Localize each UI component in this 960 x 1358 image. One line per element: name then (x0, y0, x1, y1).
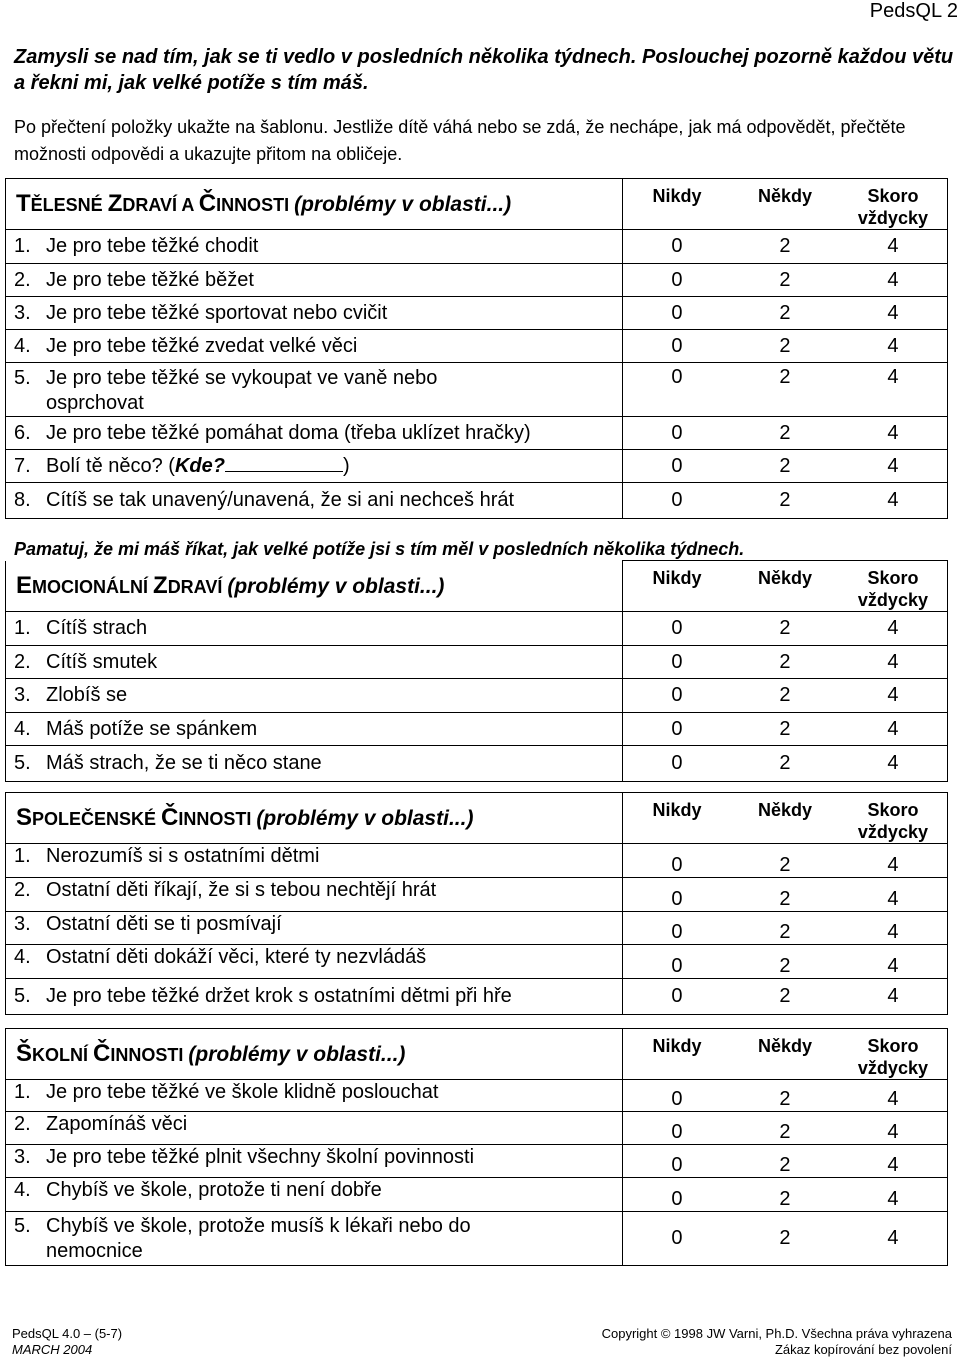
table-row: 3. Ostatní děti se ti posmívají 0 2 4 (6, 912, 948, 945)
table-row: 3. Je pro tebe těžké sportovat nebo cvičit 0 2 4 (6, 297, 948, 330)
table-row: 5. Je pro tebe těžké držet krok s ostatními dětmi při hře 0 2 4 (6, 979, 948, 1015)
table-row: 7. Bolí tě něco? (Kde? ) 0 2 4 (6, 450, 948, 483)
footer-copyright: Copyright © 1998 JW Varni, Ph.D. Všechna práva vyhrazena (601, 1326, 952, 1341)
footer-left (12, 1326, 122, 1358)
footer-version: PedsQL 4.0 – (5-7) (12, 1326, 123, 1341)
footer-notice: Zákaz kopírování bez povolení (774, 1342, 952, 1357)
section-header-row (6, 561, 948, 612)
footer-right (602, 1326, 952, 1358)
table-row: 3. Zlobíš se 0 2 4 (6, 679, 948, 713)
table-row: 2. Zapomínáš věci 0 2 4 (6, 1112, 948, 1145)
table-row: 3. Je pro tebe těžké plnit všechny školní povinnosti 0 2 4 (6, 1145, 948, 1178)
social-section-table (5, 792, 948, 1015)
scale-labels: Nikdy Někdy Skoro vždycky (623, 793, 948, 844)
table-row: 6. Je pro tebe těžké pomáhat doma (třeba uklízet hračky) 0 2 4 (6, 417, 948, 450)
footer-date: MARCH 2004 (12, 1342, 93, 1357)
instructions-plain: Po přečtení položky ukažte na šablonu. Jestliže dítě váhá nebo se zdá, že nechápe, jak má odpovědět, přečtěte možnosti odpovědi a ukazujte přitom na obličeje. (14, 117, 906, 164)
scale-labels: Nikdy Někdy Skoro vždycky (623, 561, 948, 612)
table-row: 5. Je pro tebe těžké se vykoupat ve vaně nebo osprchovat 0 2 4 (6, 363, 948, 417)
instructions-bold: Zamysli se nad tím, jak se ti vedlo v posledních několika týdnech. Poslouchej pozorně každou větu a řekni mi, jak velké potíže s tím máš. (14, 46, 954, 94)
scale-labels: Nikdy Někdy Skoro vždycky (623, 179, 948, 230)
physical-section-table (5, 178, 948, 519)
table-row: 4. Je pro tebe těžké zvedat velké věci 0 2 4 (6, 330, 948, 363)
table-row: 4. Máš potíže se spánkem 0 2 4 (6, 713, 948, 746)
table-row: 1. Je pro tebe těžké chodit 0 2 4 (6, 230, 948, 264)
section-title: SPOLEČENSKÉ ČINNOSTI (problémy v oblasti...) (6, 793, 623, 844)
scale-labels: Nikdy Někdy Skoro vždycky (623, 1029, 948, 1080)
table-row: 8. Cítíš se tak unavený/unavená, že si ani nechceš hrát 0 2 4 (6, 483, 948, 519)
table-row: 1. Je pro tebe těžké ve škole klidně poslouchat 0 2 4 (6, 1080, 948, 1112)
table-row: 2. Cítíš smutek 0 2 4 (6, 646, 948, 679)
section-header-row (6, 179, 948, 230)
answer-blank-line (225, 453, 343, 472)
table-row: 5. Máš strach, že se ti něco stane 0 2 4 (6, 746, 948, 782)
school-section-table (5, 1028, 948, 1266)
section-header-row (6, 1029, 948, 1080)
table-row: 4. Ostatní děti dokáží věci, které ty nezvládáš 0 2 4 (6, 945, 948, 979)
page-number: PedsQL 2 (869, 0, 958, 22)
section-title: ŠKOLNÍ ČINNOSTI (problémy v oblasti...) (6, 1029, 623, 1080)
table-row: 1. Cítíš strach 0 2 4 (6, 612, 948, 646)
section-title: TĚLESNÉ ZDRAVÍ A ČINNOSTI (problémy v oblasti...) (6, 179, 623, 230)
section-title: EMOCIONÁLNÍ ZDRAVÍ (problémy v oblasti...) (6, 561, 623, 612)
table-row: 2. Je pro tebe těžké běžet 0 2 4 (6, 264, 948, 297)
section-header-row (6, 793, 948, 844)
table-row: 5. Chybíš ve škole, protože musíš k lékaři nebo do nemocnice 0 2 4 (6, 1212, 948, 1266)
emotional-section-table (5, 560, 948, 782)
table-row: 2. Ostatní děti říkají, že si s tebou nechtějí hrát 0 2 4 (6, 878, 948, 912)
reminder-text: Pamatuj, že mi máš říkat, jak velké potíže jsi s tím měl v posledních několika týdnech. (14, 539, 745, 559)
table-row: 4. Chybíš ve škole, protože ti není dobře 0 2 4 (6, 1178, 948, 1212)
table-row: 1. Nerozumíš si s ostatními dětmi 0 2 4 (6, 844, 948, 878)
